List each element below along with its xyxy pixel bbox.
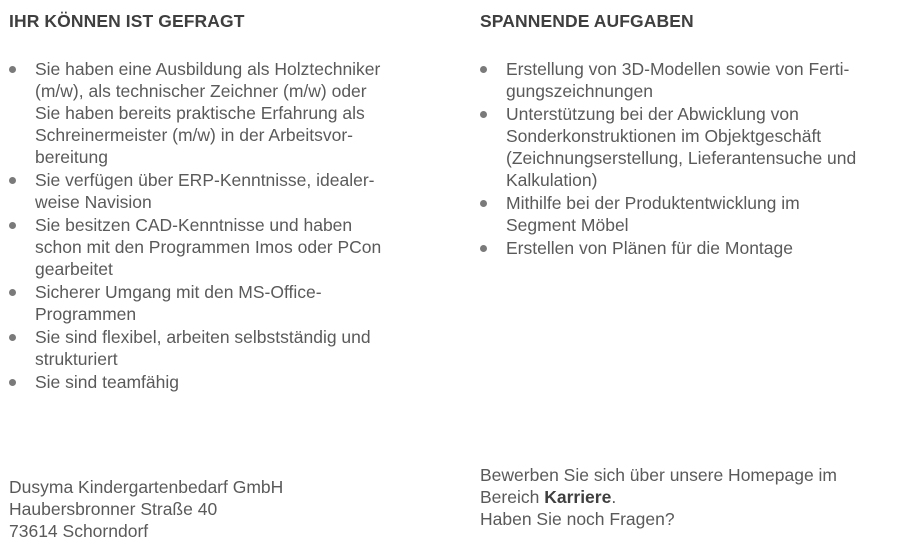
list-item-line: Erstellen von Plänen für die Montage [506, 238, 793, 258]
apply-line-1: Bewerben Sie sich über unsere Homepage im [480, 465, 837, 485]
list-item [9, 371, 449, 393]
apply-line-2-prefix: Bereich [480, 487, 545, 507]
list-item-line: bereitung [35, 147, 108, 167]
list-item [9, 169, 449, 213]
bullet-dot-icon [480, 66, 487, 73]
bullet-dot-icon [9, 66, 16, 73]
list-item-line: Programmen [35, 304, 137, 324]
list-item-line: Sie sind teamfähig [35, 372, 179, 392]
list-item [9, 281, 449, 325]
list-item-line: Sie haben eine Ausbildung als Holztechniker [35, 59, 381, 79]
list-item-line: Erstellung von 3D-Modellen sowie von Ferti- [506, 59, 850, 79]
list-item-line: schon mit den Programmen Imos oder PCon [35, 237, 382, 257]
bullet-dot-icon [480, 111, 487, 118]
list-item-line: Kalkulation) [506, 170, 598, 190]
list-item-line: gearbeitet [35, 259, 113, 279]
bullet-dot-icon [9, 334, 16, 341]
list-item [480, 237, 912, 259]
section-heading-tasks: SPANNENDE AUFGABEN [480, 11, 694, 31]
right-column [480, 0, 912, 529]
list-item [480, 192, 912, 236]
company-street: Haubersbronner Straße 40 [9, 499, 218, 519]
skills-list [9, 58, 449, 394]
apply-line-2 [480, 486, 837, 508]
apply-line-2-suffix: . [611, 487, 617, 507]
karriere-link-text: Karriere [544, 487, 612, 507]
company-city: 73614 Schorndorf [9, 521, 149, 541]
list-item [480, 103, 912, 191]
list-item-line: (Zeichnungserstellung, Lieferantensuche und [506, 148, 857, 168]
list-item [9, 214, 449, 280]
list-item-line: Segment Möbel [506, 215, 629, 235]
list-item-line: Sicherer Umgang mit den MS-Office- [35, 282, 322, 302]
list-item [480, 58, 912, 102]
bullet-dot-icon [480, 245, 487, 252]
left-column [9, 0, 449, 541]
company-name: Dusyma Kindergartenbedarf GmbH [9, 477, 284, 497]
bullet-dot-icon [9, 379, 16, 386]
list-item-line: (m/w), als technischer Zeichner (m/w) oder [35, 81, 367, 101]
bullet-dot-icon [9, 222, 16, 229]
bullet-dot-icon [9, 177, 16, 184]
list-item-line: Sie sind flexibel, arbeiten selbstständig und [35, 327, 371, 347]
list-item-line: gungszeichnungen [506, 81, 653, 101]
list-item-line: Sie haben bereits praktische Erfahrung als [35, 103, 365, 123]
list-item-line: Sie verfügen über ERP-Kenntnisse, idealer- [35, 170, 375, 190]
list-item-line: Mithilfe bei der Produktentwicklung im [506, 193, 800, 213]
bullet-dot-icon [9, 289, 16, 296]
bullet-dot-icon [480, 200, 487, 207]
section-heading-skills: IHR KÖNNEN IST GEFRAGT [9, 11, 245, 31]
list-item-line: Schreinermeister (m/w) in der Arbeitsvor- [35, 125, 353, 145]
list-item-line: Sie besitzen CAD-Kenntnisse und haben [35, 215, 353, 235]
list-item-line: Sonderkonstruktionen im Objektgeschäft [506, 126, 822, 146]
apply-line-3: Haben Sie noch Fragen? [480, 509, 675, 529]
company-address [9, 476, 283, 542]
list-item-line: Unterstützung bei der Abwicklung von [506, 104, 799, 124]
list-item [9, 326, 449, 370]
list-item [9, 58, 449, 168]
tasks-list [480, 58, 912, 260]
list-item-line: strukturiert [35, 349, 118, 369]
list-item-line: weise Navision [35, 192, 152, 212]
application-note [480, 464, 837, 530]
